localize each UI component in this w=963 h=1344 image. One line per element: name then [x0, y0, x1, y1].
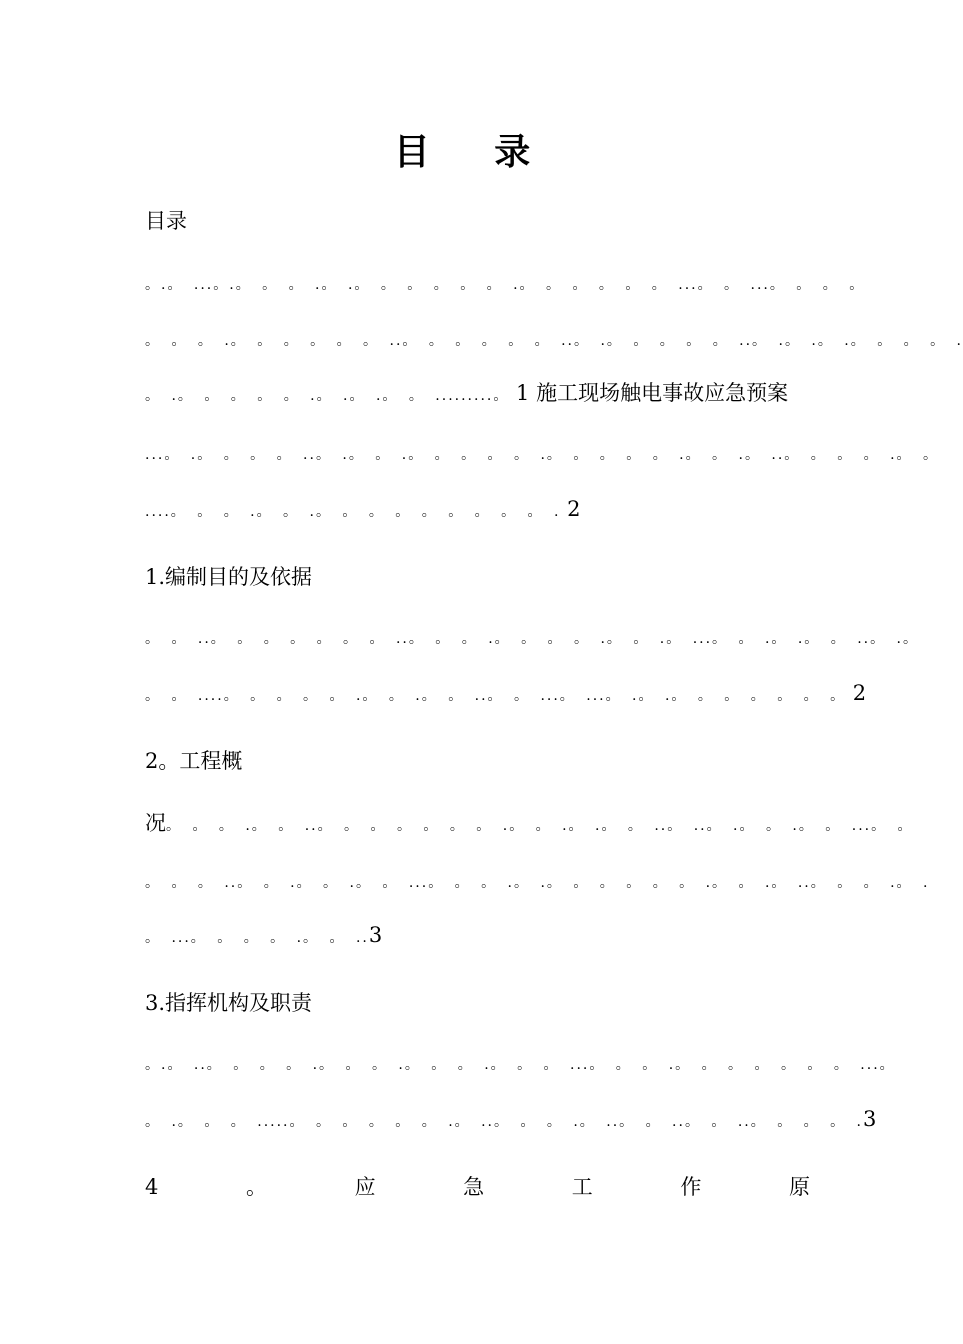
toc-leader-dots: ....。 。 。 .。 。 .。 。 。 。 。 。 。 。 。 . [145, 504, 561, 520]
toc-leader-dots: 。 。 。 ..。 。 .。 。 .。 。 ...。 。 。 .。 .。 。 。 。 。 。 .。 。 .。 ..。 。 。 .。 . [145, 875, 930, 891]
toc-entry [145, 808, 914, 841]
spread-char: 急 [463, 1175, 485, 1199]
spread-char: 作 [680, 1175, 702, 1199]
toc-entry [145, 494, 815, 527]
toc-entry-title: 1.编制目的及依据 [145, 565, 313, 589]
toc-leader-dots: 。 。 ....。 。 。 。 。 .。 。 .。 。 ..。 。 ...。 ...。 .。 .。 。 。 。 。 。 。 [145, 688, 847, 704]
toc-leader-dots: 。 。 ..。 。 。 。 。 。 。 ..。 。 。 .。 。 。 。 .。 。 .。 ...。 。 .。 .。 。 ..。 .。 [145, 631, 920, 647]
toc-entry-title: 况 [145, 811, 166, 835]
toc-leader-dots: 。.。 ...。.。 。 。 .。 .。 。 。 。 。 。 .。 。 。 。 。 。 ...。 。 ...。 。 。 。 [145, 277, 866, 293]
spread-char: 4 [145, 1175, 159, 1199]
spread-char: 原 [788, 1175, 810, 1199]
toc-page-number: 2 [567, 497, 581, 521]
toc-leader-dots: 。.。 ..。 。 。 。 .。 。 。 .。 。 。 .。 。 。 ...。 。 。 .。 。 。 。 。 。 。 ...。 [145, 1057, 896, 1073]
toc-leader-dots: 。 .。 。 。 .....。 。 。 。 。 。 .。 ..。 。 。 .。 ..。 。 ..。 。 ..。 。 。 。 . [145, 1114, 864, 1130]
toc-entry [145, 1104, 877, 1137]
toc-page-number: 3 [368, 923, 383, 947]
spread-char: 。 [245, 1175, 267, 1199]
toc-entry-justified [145, 1172, 810, 1202]
spread-char: 应 [354, 1175, 376, 1199]
page-title: 目 录 [393, 131, 557, 173]
toc-entry-title: 1 施工现场触电事故应急预案 [516, 381, 789, 405]
toc-leader-dots: 。 。 。 .。 。 ..。 。 。 。 。 。 。 .。 。 .。 .。 。 ..。 ..。 .。 。 .。 。 ...。 。 [166, 818, 914, 834]
spread-char: 工 [571, 1175, 593, 1199]
toc-leader-dots: ...。 .。 。 。 。 ..。 .。 。 .。 。 。 。 。 .。 。 。 。 。 .。 。 .。 ..。 。 。 。 .。 。 [145, 447, 940, 463]
toc-leader-dots: 。 .。 。 。 。 。 .。 .。 .。 。 .........。 [145, 388, 510, 404]
toc-entry [145, 378, 815, 411]
toc-entry-title: 2。工程概 [145, 749, 243, 773]
toc-leader-dots: 。 ...。 。 。 。 .。 。 .. [145, 930, 369, 946]
toc-heading: 目录 [145, 209, 187, 233]
toc-entry-title: 3.指挥机构及职责 [145, 991, 313, 1015]
toc-page-number: 3 [863, 1107, 877, 1131]
toc-entry [145, 920, 815, 953]
toc-entry [145, 678, 867, 711]
toc-leader-dots: 。 。 。 .。 。 。 。 。 。 ..。 。 。 。 。 。 ..。 .。 。 。 。 。 ..。 .。 .。 .。 。 。 。 . [145, 333, 963, 349]
toc-page-number: 2 [852, 681, 867, 705]
